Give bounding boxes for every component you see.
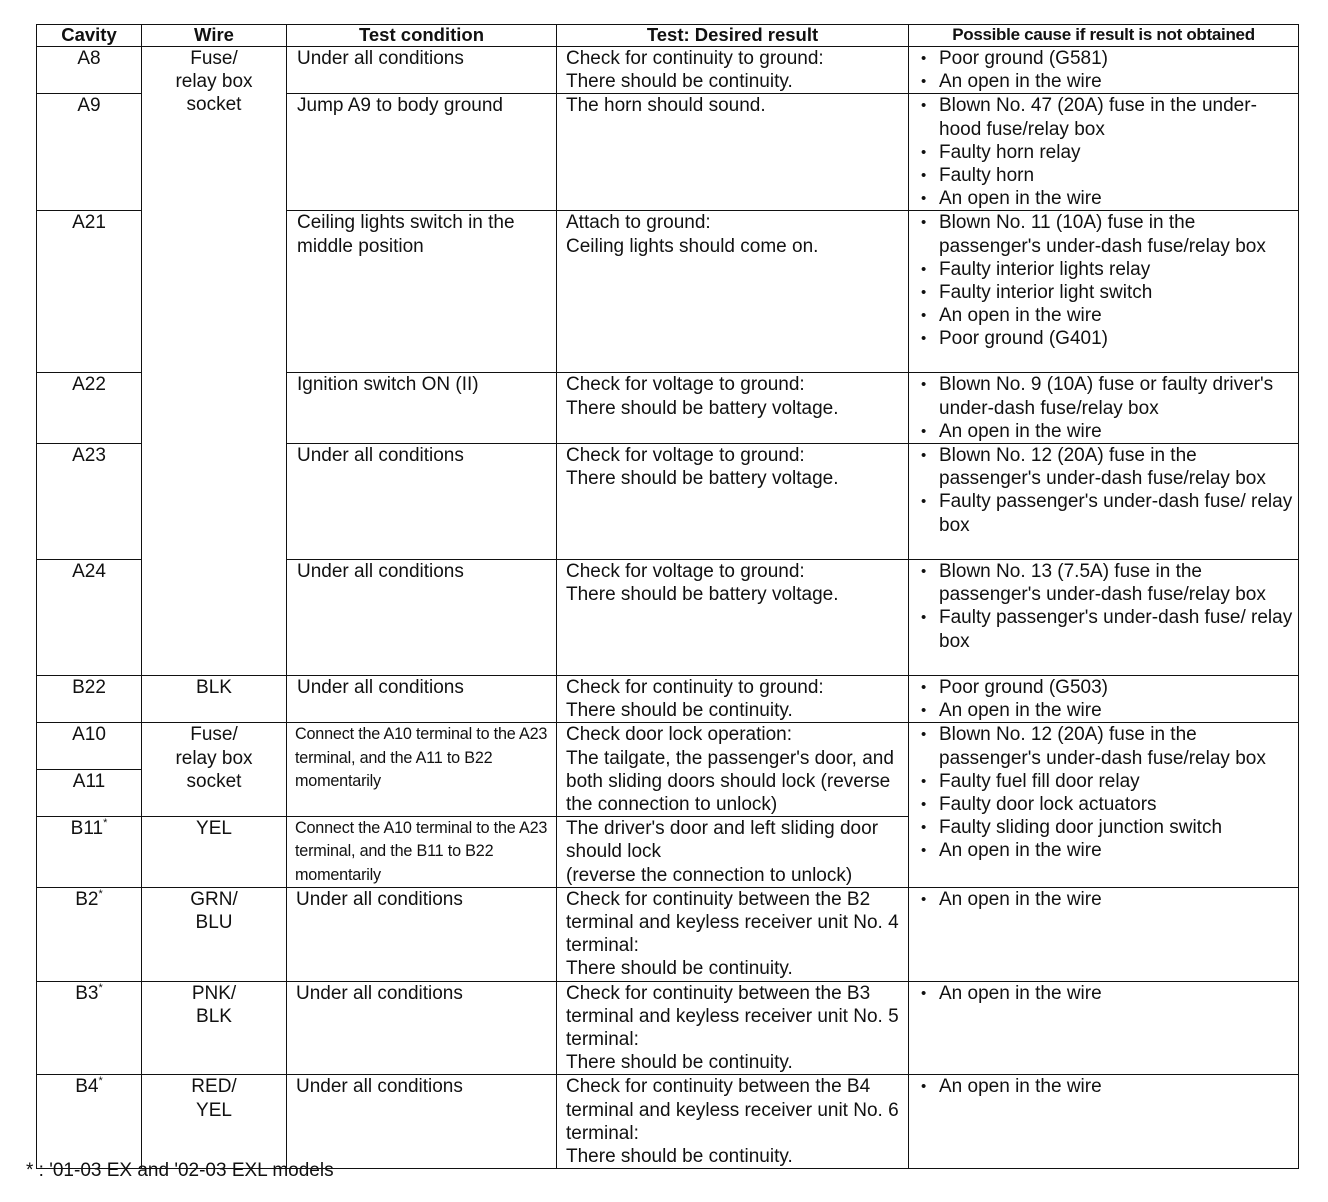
condition-cell: Under all conditions (287, 676, 557, 723)
cavity-cell (37, 817, 142, 888)
cause-cell (909, 723, 1299, 887)
wire-label: Fuse/ relay box socket (175, 724, 253, 792)
cause-item: • An open in the wire (919, 888, 1294, 911)
result-cell (557, 887, 909, 981)
terminal-test-table-sheet (36, 24, 1298, 1169)
result-line: Attach to ground: (566, 212, 711, 234)
cause-item: • An open in the wire (919, 187, 1294, 210)
cavity-label: B11 (70, 818, 104, 840)
condition-cell: Under all conditions (287, 444, 557, 560)
result-cell (557, 981, 909, 1075)
cause-cell (909, 47, 1299, 94)
result-line: The horn should sound. (566, 95, 766, 117)
result-line: Check for continuity between the B2 terminal and keyless receiver unit No. 4 terminal: (566, 888, 904, 957)
header-possible-cause: Possible cause if result is not obtained (909, 25, 1299, 47)
cause-item: • An open in the wire (919, 839, 1294, 862)
result-line: Check for voltage to ground: (566, 561, 805, 583)
cause-cell (909, 560, 1299, 676)
result-cell (557, 1075, 909, 1169)
result-cell (557, 676, 909, 723)
wire-label: Fuse/ relay box socket (175, 48, 253, 116)
cause-cell (909, 887, 1299, 981)
cause-item: • An open in the wire (919, 420, 1294, 443)
cavity-cell: A9 (37, 94, 142, 211)
cause-cell (909, 1075, 1299, 1169)
condition-cell: Under all conditions (287, 887, 557, 981)
table-row (37, 1075, 1299, 1169)
result-line: Check for continuity between the B3 terminal and keyless receiver unit No. 5 terminal: (566, 982, 904, 1051)
cause-item: • An open in the wire (919, 1075, 1294, 1098)
cause-item: • Faulty horn relay (919, 141, 1294, 164)
cavity-label: B3 (75, 982, 99, 1004)
model-note-mark: * (98, 887, 103, 900)
wire-cell (142, 1075, 287, 1169)
cause-item: • Poor ground (G503) (919, 676, 1294, 699)
result-line: (reverse the connection to unlock) (566, 864, 853, 886)
cause-cell (909, 444, 1299, 560)
result-line: Check door lock operation: (566, 724, 793, 746)
result-cell (557, 211, 909, 373)
result-line: There should be continuity. (566, 71, 793, 93)
result-cell (557, 94, 909, 211)
cavity-cell: B22 (37, 676, 142, 723)
result-cell (557, 47, 909, 94)
result-line: There should be battery voltage. (566, 584, 839, 606)
cause-item: • Faulty interior lights relay (919, 258, 1294, 281)
result-line: The driver's door and left sliding door should lock (566, 818, 884, 863)
cavity-label: B2 (75, 888, 99, 910)
cause-item: • An open in the wire (919, 304, 1294, 327)
cavity-cell: A23 (37, 444, 142, 560)
cause-item: • Poor ground (G581) (919, 47, 1294, 70)
result-line: There should be continuity. (566, 700, 793, 722)
wire-cell (142, 887, 287, 981)
result-line: Check for continuity to ground: (566, 48, 824, 69)
model-note-mark: * (98, 1075, 103, 1088)
header-cavity: Cavity (37, 25, 142, 47)
result-line: Check for voltage to ground: (566, 374, 805, 396)
cause-item: • An open in the wire (919, 70, 1294, 93)
cause-item: • Faulty interior light switch (919, 281, 1294, 304)
cavity-label: B4 (75, 1076, 99, 1098)
cause-item: • Faulty sliding door junction switch (919, 816, 1294, 839)
cause-item: • An open in the wire (919, 699, 1294, 722)
wire-label: GRN/ BLU (190, 888, 238, 934)
condition-cell: Ceiling lights switch in the middle position (287, 211, 557, 373)
condition-cell: Under all conditions (287, 47, 557, 94)
cause-item: • Blown No. 9 (10A) fuse or faulty driver's under-dash fuse/relay box (919, 373, 1294, 419)
wire-cell (142, 723, 287, 817)
cause-cell (909, 676, 1299, 723)
result-line: There should be battery voltage. (566, 468, 839, 490)
cause-cell (909, 373, 1299, 444)
wire-cell-group (142, 47, 287, 676)
wire-cell: BLK (142, 676, 287, 723)
result-line: There should be continuity. (566, 1052, 793, 1074)
cause-item: • Blown No. 11 (10A) fuse in the passenger's under-dash fuse/relay box (919, 211, 1294, 257)
result-line: There should be continuity. (566, 958, 793, 980)
result-cell (557, 444, 909, 560)
cause-item: • Faulty door lock actuators (919, 793, 1294, 816)
result-line: The tailgate, the passenger's door, and both sliding doors should lock (reverse the connection to unlock) (566, 747, 900, 816)
condition-cell: Under all conditions (287, 981, 557, 1075)
wire-label: RED/ YEL (191, 1076, 237, 1121)
result-line: Check for continuity between the B4 terminal and keyless receiver unit No. 6 terminal: (566, 1076, 904, 1144)
condition-cell: Jump A9 to body ground (287, 94, 557, 211)
condition-cell: Under all conditions (287, 1075, 557, 1169)
cavity-cell: A10 (37, 723, 142, 769)
cavity-cell (37, 981, 142, 1075)
result-line: Ceiling lights should come on. (566, 235, 819, 257)
result-line: There should be continuity. (566, 1146, 793, 1168)
header-wire: Wire (142, 25, 287, 47)
table-row (37, 887, 1299, 981)
result-cell (557, 817, 909, 888)
header-test-condition: Test condition (287, 25, 557, 47)
cavity-cell (37, 887, 142, 981)
header-desired-result: Test: Desired result (557, 25, 909, 47)
cavity-cell: A24 (37, 560, 142, 676)
cause-item: • Faulty passenger's under-dash fuse/ relay box (919, 490, 1294, 536)
cavity-cell: A21 (37, 211, 142, 373)
cause-item: • Blown No. 13 (7.5A) fuse in the passenger's under-dash fuse/relay box (919, 560, 1294, 606)
table-row (37, 981, 1299, 1075)
condition-cell: Ignition switch ON (II) (287, 373, 557, 444)
result-cell (557, 560, 909, 676)
condition-cell: Connect the A10 terminal to the A23 terminal, and the A11 to B22 momentarily (287, 723, 557, 817)
cause-cell (909, 981, 1299, 1075)
cause-item: • Faulty passenger's under-dash fuse/ relay box (919, 606, 1294, 652)
model-note-mark: * (103, 817, 108, 830)
result-cell (557, 373, 909, 444)
cause-item: • Faulty fuel fill door relay (919, 770, 1294, 793)
table-row (37, 676, 1299, 723)
table-row (37, 723, 1299, 769)
cause-cell (909, 211, 1299, 373)
model-note-mark: * (98, 981, 103, 994)
table-row (37, 47, 1299, 94)
cause-item: • Poor ground (G401) (919, 327, 1294, 350)
cause-item: • Blown No. 47 (20A) fuse in the under-hood fuse/relay box (919, 94, 1294, 140)
cause-cell (909, 94, 1299, 211)
wire-cell: YEL (142, 817, 287, 888)
wire-cell (142, 981, 287, 1075)
cause-item: • Blown No. 12 (20A) fuse in the passenger's under-dash fuse/relay box (919, 444, 1294, 490)
result-line: There should be battery voltage. (566, 397, 839, 419)
cavity-cell: A8 (37, 47, 142, 94)
result-line: Check for continuity to ground: (566, 677, 824, 699)
cause-item: • Faulty horn (919, 164, 1294, 187)
wire-label: PNK/ BLK (191, 982, 237, 1027)
condition-cell: Connect the A10 terminal to the A23 terminal, and the B11 to B22 momentarily (287, 817, 557, 888)
result-line: Check for voltage to ground: (566, 445, 805, 467)
footnote: * : '01-03 EX and '02-03 EXL models (26, 1160, 334, 1181)
table-header-row (37, 25, 1299, 47)
cause-item: • An open in the wire (919, 982, 1294, 1005)
cavity-cell (37, 1075, 142, 1169)
cavity-cell: A11 (37, 769, 142, 816)
terminal-test-table (36, 24, 1299, 1169)
cavity-cell: A22 (37, 373, 142, 444)
cause-item: • Blown No. 12 (20A) fuse in the passenger's under-dash fuse/relay box (919, 723, 1294, 769)
condition-cell: Under all conditions (287, 560, 557, 676)
result-cell (557, 723, 909, 817)
